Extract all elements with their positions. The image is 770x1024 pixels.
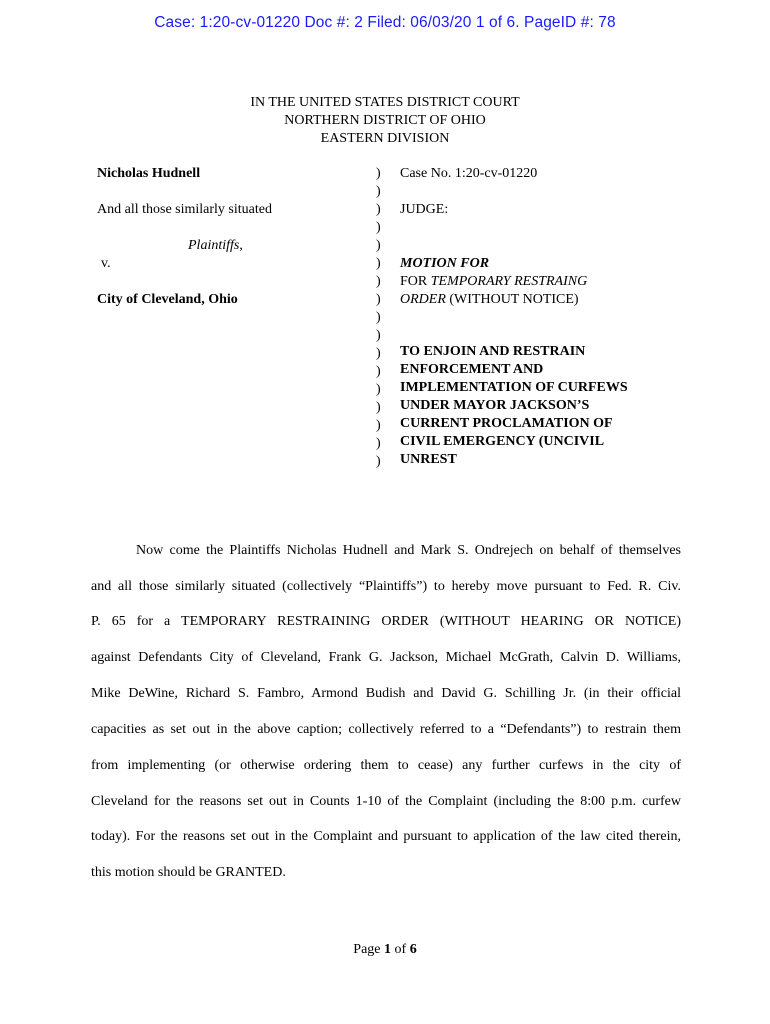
motion-tro-line: FOR TEMPORARY RESTRAING (400, 274, 588, 289)
enjoin-line: UNDER MAYOR JACKSON’S (400, 398, 590, 413)
court-district: NORTHERN DISTRICT OF OHIO (284, 113, 486, 128)
body-line: and all those similarly situated (collectively “Plaintiffs”) to hereby move pursuant to Fed. R. Civ. (91, 579, 681, 594)
enjoin-line: CURRENT PROCLAMATION OF (400, 416, 613, 431)
caption-paren: ) (376, 346, 381, 361)
page-footer: Page 1 of 6 (353, 942, 417, 957)
body-line: against Defendants City of Cleveland, Frank G. Jackson, Michael McGrath, Calvin D. Williams, (91, 650, 681, 665)
caption-paren: ) (376, 418, 381, 433)
body-line: Mike DeWine, Richard S. Fambro, Armond Budish and David G. Schilling Jr. (in their official (91, 686, 681, 701)
enjoin-line: UNREST (400, 452, 457, 467)
case-number: Case No. 1:20-cv-01220 (400, 166, 538, 181)
caption-paren: ) (376, 328, 381, 343)
caption-paren: ) (376, 436, 381, 451)
motion-title: MOTION FOR (400, 256, 490, 271)
body-line: today). For the reasons set out in the Complaint and pursuant to application of the law cited therein, (91, 829, 681, 844)
court-division: EASTERN DIVISION (320, 131, 450, 146)
caption-paren: ) (376, 166, 381, 181)
plaintiffs-label: Plaintiffs, (188, 238, 243, 253)
versus-label: v. (101, 256, 111, 271)
similarly-situated: And all those similarly situated (97, 202, 272, 217)
caption-paren: ) (376, 292, 381, 307)
enjoin-line: TO ENJOIN AND RESTRAIN (400, 344, 586, 359)
caption-paren: ) (376, 274, 381, 289)
caption-paren: ) (376, 382, 381, 397)
defendant-name: City of Cleveland, Ohio (97, 292, 238, 307)
caption-paren: ) (376, 454, 381, 469)
enjoin-heading (400, 343, 628, 469)
body-line: P. 65 for a TEMPORARY RESTRAINING ORDER (WITHOUT HEARING OR NOTICE) (91, 614, 681, 629)
enjoin-line: CIVIL EMERGENCY (UNCIVIL (400, 434, 605, 449)
motion-notice-line: ORDER (WITHOUT NOTICE) (400, 292, 579, 307)
body-line: Cleveland for the reasons set out in Counts 1-10 of the Complaint (including the 8:00 p.m. curfew (91, 794, 681, 809)
ecf-header-stamp: Case: 1:20-cv-01220 Doc #: 2 Filed: 06/03/20 1 of 6. PageID #: 78 (154, 14, 616, 31)
caption-paren: ) (376, 364, 381, 379)
caption-paren: ) (376, 238, 381, 253)
caption-paren: ) (376, 202, 381, 217)
court-name: IN THE UNITED STATES DISTRICT COURT (250, 95, 520, 110)
caption-paren: ) (376, 184, 381, 199)
body-line: capacities as set out in the above caption; collectively referred to a “Defendants”) to restrain them (91, 722, 681, 737)
caption-paren: ) (376, 256, 381, 271)
plaintiff-name: Nicholas Hudnell (97, 166, 201, 181)
caption-paren: ) (376, 220, 381, 235)
body-line: this motion should be GRANTED. (91, 865, 286, 880)
body-line: from implementing (or otherwise ordering them to cease) any further curfews in the city of (91, 758, 681, 773)
enjoin-line: ENFORCEMENT AND (400, 362, 544, 377)
enjoin-line: IMPLEMENTATION OF CURFEWS (400, 380, 628, 395)
caption-paren-column (376, 165, 381, 471)
body-line: Now come the Plaintiffs Nicholas Hudnell and Mark S. Ondrejech on behalf of themselves (136, 543, 681, 558)
caption-paren: ) (376, 310, 381, 325)
caption-paren: ) (376, 400, 381, 415)
judge-label: JUDGE: (400, 202, 449, 217)
